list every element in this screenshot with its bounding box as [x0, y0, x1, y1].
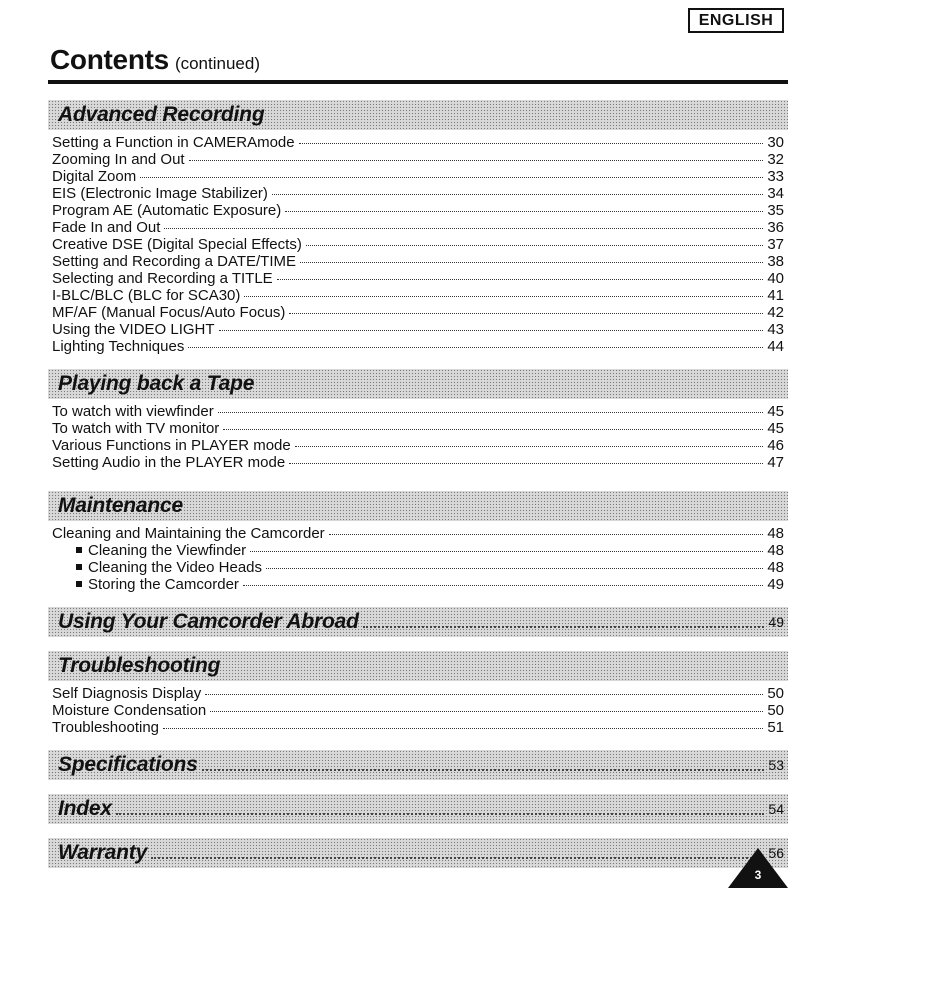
dot-leader	[295, 446, 764, 447]
toc-entry-label: Using the VIDEO LIGHT	[52, 321, 215, 338]
section-header-advanced-recording[interactable]	[48, 100, 788, 130]
toc-entry-label: Storing the Camcorder	[88, 576, 239, 593]
section-gap	[48, 780, 788, 794]
square-bullet-icon	[76, 581, 82, 587]
toc-entry-label: Program AE (Automatic Exposure)	[52, 202, 282, 219]
toc-entry-label: Cleaning the Video Heads	[88, 559, 263, 576]
toc-subentry[interactable]	[52, 542, 784, 559]
toc-entry-page: 32	[767, 151, 784, 168]
toc-entry-label: Moisture Condensation	[52, 702, 207, 719]
dot-leader	[329, 534, 764, 535]
section-gap	[48, 637, 788, 651]
toc-entry[interactable]	[52, 253, 784, 270]
dot-leader	[285, 211, 763, 212]
dot-leader	[210, 711, 763, 712]
toc-entry[interactable]	[52, 719, 784, 736]
toc-entry[interactable]	[52, 219, 784, 236]
toc-entry-page: 48	[767, 559, 784, 576]
toc-entry-label: Cleaning the Viewfinder	[88, 542, 247, 559]
section-title: Warranty	[58, 841, 148, 864]
section-gap	[48, 593, 788, 607]
toc-entry[interactable]	[52, 525, 784, 542]
toc-entry-label: Zooming In and Out	[52, 151, 185, 168]
dot-leader	[299, 143, 764, 144]
toc-entry-page: 34	[767, 185, 784, 202]
language-badge: ENGLISH	[688, 8, 784, 33]
toc-entry-label: Lighting Techniques	[52, 338, 185, 355]
table-of-contents	[48, 100, 788, 868]
toc-entry-page: 36	[767, 219, 784, 236]
dot-leader	[289, 463, 763, 464]
toc-entry[interactable]	[52, 403, 784, 420]
toc-entry-page: 49	[767, 576, 784, 593]
toc-entry-label: Troubleshooting	[52, 719, 160, 736]
dot-leader	[272, 194, 763, 195]
section-header-index[interactable]	[48, 794, 788, 824]
section-gap	[48, 355, 788, 369]
toc-entry[interactable]	[52, 437, 784, 454]
toc-entry-page: 50	[767, 685, 784, 702]
toc-entry[interactable]	[52, 304, 784, 321]
dot-leader	[289, 313, 763, 314]
toc-entry-page: 44	[767, 338, 784, 355]
section-gap	[48, 471, 788, 491]
toc-entry-label: Fade In and Out	[52, 219, 161, 236]
title-rule	[48, 80, 788, 84]
toc-entry-label: Setting and Recording a DATE/TIME	[52, 253, 296, 270]
toc-entry-page: 51	[767, 719, 784, 736]
square-bullet-icon	[76, 547, 82, 553]
dot-leader	[202, 769, 765, 771]
toc-entry-label: Creative DSE (Digital Special Effects)	[52, 236, 302, 253]
toc-entry[interactable]	[52, 685, 784, 702]
toc-entry-label: Self Diagnosis Display	[52, 685, 202, 702]
page-title	[50, 44, 260, 76]
dot-leader	[277, 279, 764, 280]
dot-leader	[151, 857, 764, 859]
section-page: 49	[768, 614, 784, 630]
toc-entry[interactable]	[52, 151, 784, 168]
toc-entry[interactable]	[52, 270, 784, 287]
toc-entry-page: 47	[767, 454, 784, 471]
toc-entry-page: 46	[767, 437, 784, 454]
dot-leader	[218, 412, 764, 413]
toc-entry-page: 48	[767, 525, 784, 542]
toc-entry-label: Various Functions in PLAYER mode	[52, 437, 291, 454]
dot-leader	[189, 160, 764, 161]
toc-entry-page: 35	[767, 202, 784, 219]
toc-entry[interactable]	[52, 338, 784, 355]
section-entries-advanced-recording	[48, 130, 788, 355]
toc-subentry[interactable]	[52, 576, 784, 593]
section-title: Index	[58, 797, 112, 820]
section-header-specifications[interactable]	[48, 750, 788, 780]
toc-subentry[interactable]	[52, 559, 784, 576]
toc-entry-label: EIS (Electronic Image Stabilizer)	[52, 185, 268, 202]
toc-entry[interactable]	[52, 134, 784, 151]
dot-leader	[140, 177, 763, 178]
page-number: 3	[754, 868, 762, 882]
toc-entry-page: 50	[767, 702, 784, 719]
section-title: Specifications	[58, 753, 198, 776]
toc-entry-label: To watch with TV monitor	[52, 420, 220, 437]
toc-entry[interactable]	[52, 454, 784, 471]
toc-entry[interactable]	[52, 236, 784, 253]
dot-leader	[243, 585, 763, 586]
toc-entry-page: 45	[767, 420, 784, 437]
toc-entry-label: I-BLC/BLC (BLC for SCA30)	[52, 287, 241, 304]
section-header-playing-back-a-tape[interactable]	[48, 369, 788, 399]
page-title-subtitle: (continued)	[174, 54, 260, 73]
dot-leader	[266, 568, 763, 569]
page-title-main: Contents	[50, 44, 169, 75]
dot-leader	[164, 228, 763, 229]
dot-leader	[363, 626, 765, 628]
toc-entry[interactable]	[52, 702, 784, 719]
toc-entry-page: 30	[767, 134, 784, 151]
toc-entry[interactable]	[52, 168, 784, 185]
toc-entry-label: Setting a Function in CAMERAmode	[52, 134, 295, 151]
square-bullet-icon	[76, 564, 82, 570]
section-title: Troubleshooting	[58, 654, 221, 677]
toc-entry[interactable]	[52, 420, 784, 437]
toc-entry[interactable]	[52, 321, 784, 338]
section-header-using-camcorder-abroad[interactable]	[48, 607, 788, 637]
dot-leader	[188, 347, 763, 348]
dot-leader	[244, 296, 763, 297]
section-gap	[48, 824, 788, 838]
section-entries-playing-back	[48, 399, 788, 471]
toc-entry-page: 45	[767, 403, 784, 420]
toc-entry[interactable]	[52, 287, 784, 304]
toc-entry[interactable]	[52, 202, 784, 219]
dot-leader	[306, 245, 763, 246]
toc-entry-label: Selecting and Recording a TITLE	[52, 270, 273, 287]
toc-entry-label: Cleaning and Maintaining the Camcorder	[52, 525, 325, 542]
dot-leader	[300, 262, 763, 263]
dot-leader	[205, 694, 763, 695]
section-page: 53	[768, 757, 784, 773]
toc-entry-label: To watch with viewfinder	[52, 403, 214, 420]
section-header-troubleshooting[interactable]	[48, 651, 788, 681]
toc-entry-page: 38	[767, 253, 784, 270]
dot-leader	[223, 429, 763, 430]
dot-leader	[250, 551, 763, 552]
section-entries-maintenance	[48, 521, 788, 593]
dot-leader	[219, 330, 764, 331]
section-header-maintenance[interactable]	[48, 491, 788, 521]
section-page: 56	[768, 845, 784, 861]
section-title: Using Your Camcorder Abroad	[58, 610, 359, 633]
section-page: 54	[768, 801, 784, 817]
section-gap	[48, 736, 788, 750]
toc-entry-page: 37	[767, 236, 784, 253]
toc-entry-page: 40	[767, 270, 784, 287]
dot-leader	[116, 813, 765, 815]
toc-entry-page: 43	[767, 321, 784, 338]
toc-entry-page: 33	[767, 168, 784, 185]
section-title: Playing back a Tape	[58, 372, 255, 395]
section-header-warranty[interactable]	[48, 838, 788, 868]
toc-entry-label: MF/AF (Manual Focus/Auto Focus)	[52, 304, 286, 321]
section-entries-troubleshooting	[48, 681, 788, 736]
toc-entry-page: 41	[767, 287, 784, 304]
toc-entry-label: Digital Zoom	[52, 168, 137, 185]
toc-entry[interactable]	[52, 185, 784, 202]
dot-leader	[163, 728, 763, 729]
section-title: Maintenance	[58, 494, 183, 517]
toc-entry-label: Setting Audio in the PLAYER mode	[52, 454, 286, 471]
section-title: Advanced Recording	[58, 103, 265, 126]
toc-entry-page: 42	[767, 304, 784, 321]
toc-entry-page: 48	[767, 542, 784, 559]
